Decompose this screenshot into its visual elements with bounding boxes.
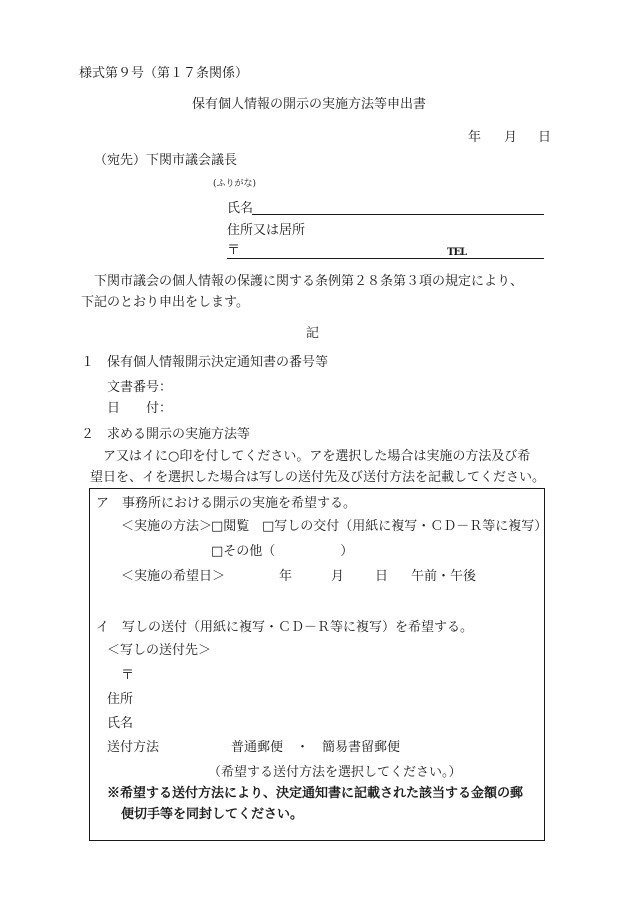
- intro-line-2: 下記のとおり申出をします。: [81, 295, 249, 310]
- am-pm-option[interactable]: 午前・午後: [411, 569, 477, 584]
- addressee: （宛先）下関市議会議長: [94, 153, 238, 168]
- name-field-line[interactable]: [252, 214, 544, 215]
- notice-date-label: 日 付：: [107, 401, 173, 416]
- name-label: 氏名: [227, 201, 254, 216]
- address-label: 住所又は居所: [227, 223, 306, 238]
- send-method-note: （希望する送付方法を選択してください。）: [208, 765, 462, 780]
- date-day-label: 日: [538, 130, 552, 145]
- preferred-month-label: 月: [331, 569, 345, 584]
- option-a-heading[interactable]: ア 事務所における開示の実施を希望する。: [96, 496, 357, 511]
- method-label: ＜実施の方法＞: [121, 519, 213, 534]
- send-method-options[interactable]: 普通郵便 ・ 簡易書留郵便: [231, 740, 401, 755]
- address-field-line[interactable]: [227, 258, 544, 259]
- section1-heading: １ 保有個人情報開示決定通知書の番号等: [81, 355, 329, 370]
- ki-heading: 記: [306, 326, 320, 341]
- page-title: 保有個人情報の開示の実施方法等申出書: [192, 97, 427, 112]
- date-year-label: 年: [468, 130, 482, 145]
- tel-label: TEL: [447, 247, 467, 258]
- postal-mark: 〒: [227, 243, 241, 258]
- send-postal-mark: 〒: [121, 668, 135, 683]
- stamp-notice-line-1: ※希望する送付方法により、決定通知書に記載された該当する金額の郵: [107, 786, 524, 801]
- method-other-checkbox[interactable]: □その他（ ）: [211, 544, 354, 559]
- date-month-label: 月: [504, 130, 518, 145]
- stamp-notice-line-2: 便切手等を同封してください。: [121, 807, 304, 822]
- send-name-label: 氏名: [107, 716, 134, 731]
- section2-instruction-1: ア又はイに○印を付してください。アを選択した場合は実施の方法及び希: [103, 449, 531, 464]
- preferred-date-label: ＜実施の希望日＞: [121, 569, 226, 584]
- preferred-year-label: 年: [279, 569, 293, 584]
- intro-line-1: 下関市議会の個人情報の保護に関する条例第２８条第３項の規定により、: [94, 274, 524, 289]
- send-method-label: 送付方法: [107, 740, 160, 755]
- send-destination-label: ＜写しの送付先＞: [107, 643, 212, 658]
- section2-heading: ２ 求める開示の実施方法等: [81, 427, 251, 442]
- send-address-label: 住所: [107, 692, 134, 707]
- furigana-label: (ふりがな): [213, 179, 257, 189]
- section2-instruction-2: 望日を、イを選択した場合は写しの送付先及び送付方法を記載してください。: [90, 470, 546, 485]
- preferred-day-label: 日: [375, 569, 389, 584]
- method-copy-checkbox[interactable]: □写しの交付（用紙に複写・ＣＤ－Ｒ等に複写）: [262, 519, 548, 534]
- form-number: 様式第９号（第１７条関係）: [79, 66, 249, 81]
- option-b-heading[interactable]: イ 写しの送付（用紙に複写・ＣＤ－Ｒ等に複写）を希望する。: [96, 620, 474, 635]
- method-view-checkbox[interactable]: □閲覧: [211, 519, 250, 534]
- doc-number-label: 文書番号：: [107, 380, 173, 395]
